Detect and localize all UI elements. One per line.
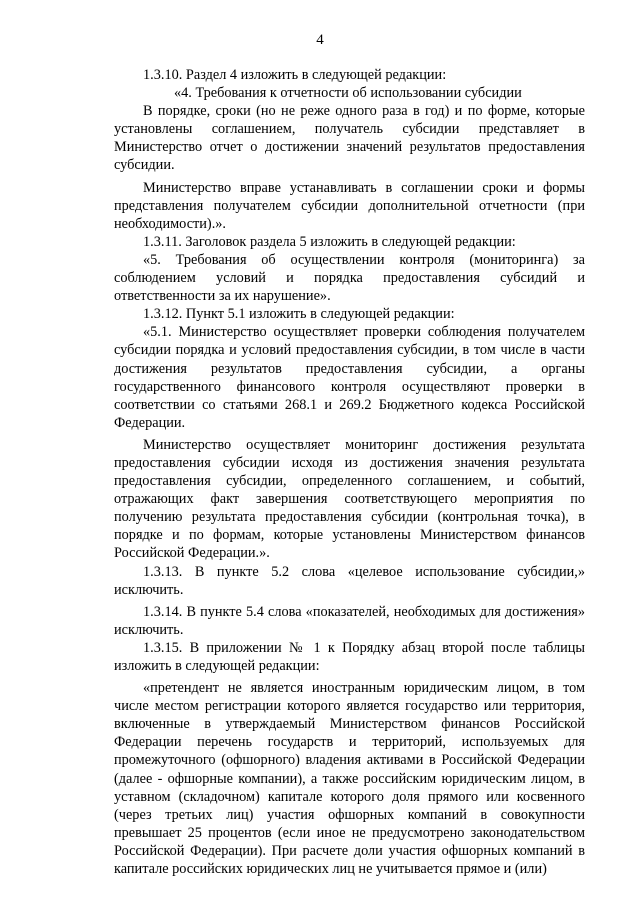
paragraph-1-3-10: 1.3.10. Раздел 4 изложить в следующей редакции: xyxy=(143,67,447,83)
paragraph-1-3-14: 1.3.14. В пункте 5.4 слова «показателей, необходимых для достижения» исключить. xyxy=(114,603,585,638)
paragraph-5-1: «5.1. Министерство осуществляет проверки соблюдения получателем субсидии порядка и условий предоставления субсидии, в том числе в части достижения результатов предоставления субсидии, а органы государственного финансового контроля осуществляют проверки в соответствии со статьями 268.1 и 269.2 Бюджетного кодекса Российской Федерации. xyxy=(114,324,585,431)
section-5-heading: «5. Требования об осуществлении контроля (мониторинга) за соблюдением условий и порядка предоставления субсидий и ответственности за их нарушение». xyxy=(114,251,585,305)
paragraph-1-3-11: 1.3.11. Заголовок раздела 5 изложить в следующей редакции: xyxy=(143,233,516,250)
paragraph-1-3-13: 1.3.13. В пункте 5.2 слова «целевое использование субсидии,» исключить. xyxy=(114,563,585,598)
paragraph-reporting-procedure: В порядке, сроки (но не реже одного раза в год) и по форме, которые установлены соглашением, получатель субсидии представляет в Министерство отчет о достижении значений результатов предоставления субсидии. xyxy=(114,103,585,174)
document-body xyxy=(114,66,585,878)
paragraph-monitoring: Министерство осуществляет мониторинг достижения результата предоставления субсидии исходя из достижения значения результата предоставления субсидии, определенного соглашением, и событий, отражающих факт завершения соответствующего мероприятия по получению результата предоставления субсидии (контрольная точка), в порядке и по формам, которые установлены Министерством финансов Российской Федерации.». xyxy=(114,436,585,562)
paragraph-1-3-15: 1.3.15. В приложении № 1 к Порядку абзац второй после таблицы изложить в следующей редакции: xyxy=(114,639,585,674)
page-number: 4 xyxy=(316,32,324,48)
section-4-heading: «4. Требования к отчетности об использовании субсидии xyxy=(174,85,522,102)
paragraph-additional-reporting: Министерство вправе устанавливать в соглашении сроки и формы представления получателем субсидии дополнительной отчетности (при необходимости).». xyxy=(114,179,585,232)
paragraph-offshore-applicant: «претендент не является иностранным юридическим лицом, в том числе местом регистрации которого является государство или территория, включенные в утверждаемый Министерством финансов Российской Федерации перечень государств и территорий, используемых для промежуточного (офшорного) владения активами в Российской Федерации (далее - офшорные компании), а также российским юридическим лицом, в уставном (складочном) капитале которого доля прямого или косвенного (через третьих лиц) участия офшорных компаний в совокупности превышает 25 процентов (если иное не предусмотрено законодательством Российской Федерации). При расчете доли участия офшорных компаний в капитале российских юридических лиц не учитывается прямое и (или) xyxy=(114,680,585,878)
paragraph-1-3-12: 1.3.12. Пункт 5.1 изложить в следующей редакции: xyxy=(143,306,455,323)
